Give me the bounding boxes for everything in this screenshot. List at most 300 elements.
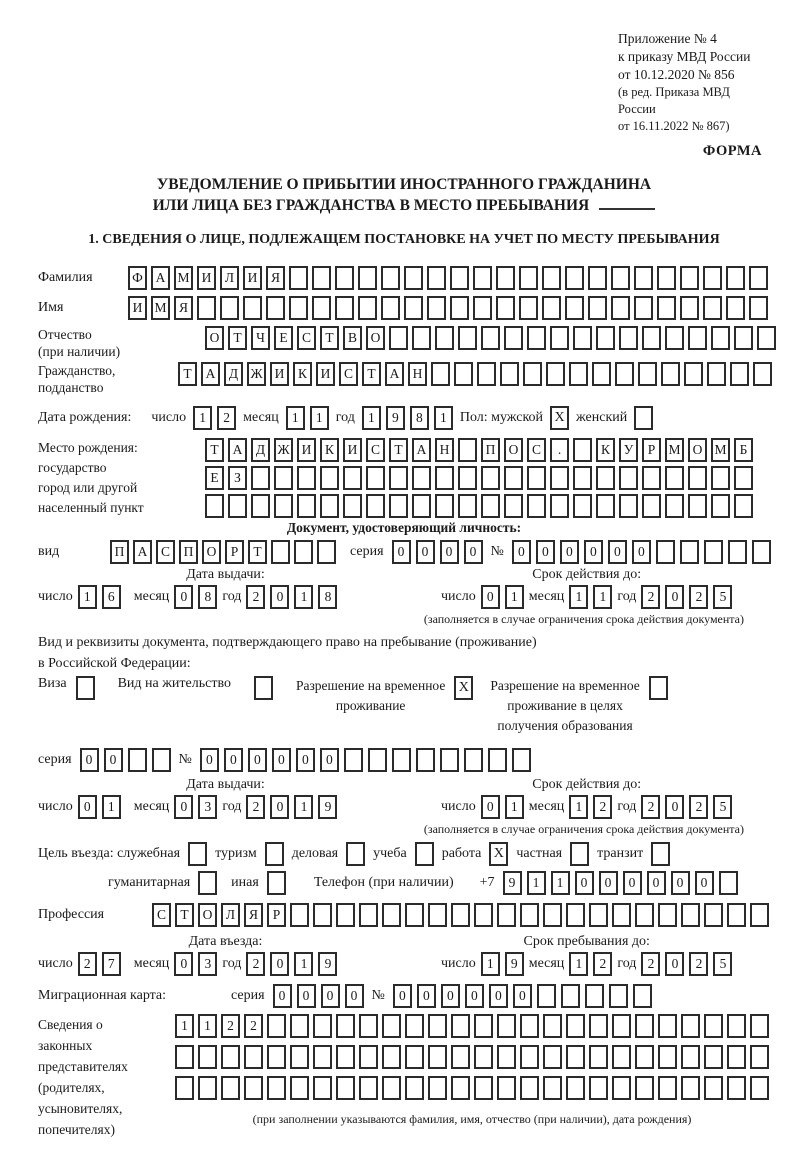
char-cell[interactable] [588,296,607,320]
char-cell[interactable] [711,326,730,350]
char-cell[interactable]: Т [228,326,247,350]
char-cell[interactable] [243,296,262,320]
char-cell[interactable]: 0 [632,540,651,564]
char-cell[interactable] [289,296,308,320]
char-cell[interactable]: Д [251,438,270,462]
char-cell[interactable]: 1 [78,585,97,609]
char-cell[interactable]: И [316,362,335,386]
char-cell[interactable]: 1 [593,585,612,609]
char-cell[interactable]: С [366,438,385,462]
char-cell[interactable] [711,494,730,518]
char-cell[interactable]: Ч [251,326,270,350]
char-cell[interactable]: 0 [321,984,340,1008]
char-cell[interactable]: 2 [689,795,708,819]
char-cell[interactable] [550,494,569,518]
char-cell[interactable] [734,466,753,490]
char-cell[interactable] [550,326,569,350]
char-cell[interactable] [477,362,496,386]
char-cell[interactable] [312,266,331,290]
char-cell[interactable] [427,266,446,290]
char-cell[interactable] [481,326,500,350]
char-cell[interactable] [221,1076,240,1100]
char-cell[interactable] [251,466,270,490]
char-cell[interactable]: П [481,438,500,462]
char-cell[interactable] [611,296,630,320]
checkbox-purpose-private[interactable] [570,842,589,866]
char-cell[interactable] [704,1045,723,1069]
char-cell[interactable]: 0 [200,748,219,772]
char-cell[interactable]: 0 [416,540,435,564]
checkbox-purpose-study[interactable] [415,842,434,866]
char-cell[interactable] [727,903,746,927]
char-cell[interactable]: О [198,903,217,927]
char-cell[interactable] [519,266,538,290]
char-cell[interactable] [635,1076,654,1100]
char-cell[interactable] [474,1076,493,1100]
char-cell[interactable]: 9 [386,406,405,430]
char-cell[interactable] [451,1014,470,1038]
char-cell[interactable] [719,871,738,895]
char-cell[interactable]: П [110,540,129,564]
char-cell[interactable] [634,266,653,290]
char-cell[interactable]: Л [221,903,240,927]
char-cell[interactable] [128,748,147,772]
char-cell[interactable] [320,466,339,490]
char-cell[interactable]: 0 [320,748,339,772]
char-cell[interactable] [344,748,363,772]
char-cell[interactable]: О [504,438,523,462]
char-cell[interactable] [497,1045,516,1069]
char-cell[interactable] [205,494,224,518]
char-cell[interactable]: 2 [244,1014,263,1038]
char-cell[interactable] [681,903,700,927]
char-cell[interactable] [619,494,638,518]
char-cell[interactable]: 1 [102,795,121,819]
char-cell[interactable] [313,1076,332,1100]
char-cell[interactable] [244,1045,263,1069]
char-cell[interactable] [312,296,331,320]
char-cell[interactable] [658,1076,677,1100]
char-cell[interactable] [458,466,477,490]
char-cell[interactable] [359,1076,378,1100]
char-cell[interactable] [635,1045,654,1069]
char-cell[interactable] [458,326,477,350]
char-cell[interactable] [638,362,657,386]
char-cell[interactable] [320,494,339,518]
char-cell[interactable] [359,903,378,927]
char-cell[interactable]: 0 [464,540,483,564]
char-cell[interactable] [267,1045,286,1069]
char-cell[interactable]: 0 [440,540,459,564]
char-cell[interactable]: 1 [551,871,570,895]
char-cell[interactable]: 1 [294,952,313,976]
char-cell[interactable] [313,1045,332,1069]
char-cell[interactable] [435,466,454,490]
char-cell[interactable] [336,1014,355,1038]
char-cell[interactable]: А [412,438,431,462]
char-cell[interactable] [520,1076,539,1100]
char-cell[interactable] [412,326,431,350]
char-cell[interactable]: 0 [665,795,684,819]
char-cell[interactable] [244,1076,263,1100]
char-cell[interactable] [289,266,308,290]
char-cell[interactable]: К [293,362,312,386]
char-cell[interactable]: Л [220,266,239,290]
char-cell[interactable] [381,266,400,290]
char-cell[interactable] [546,362,565,386]
char-cell[interactable] [228,494,247,518]
char-cell[interactable] [496,296,515,320]
char-cell[interactable] [615,362,634,386]
char-cell[interactable] [392,748,411,772]
char-cell[interactable] [726,296,745,320]
char-cell[interactable]: М [665,438,684,462]
char-cell[interactable] [609,984,628,1008]
char-cell[interactable] [657,266,676,290]
char-cell[interactable] [359,1014,378,1038]
char-cell[interactable] [707,362,726,386]
char-cell[interactable] [427,296,446,320]
char-cell[interactable] [619,326,638,350]
checkbox-purpose-tourism[interactable] [265,842,284,866]
char-cell[interactable] [405,903,424,927]
char-cell[interactable]: 9 [318,795,337,819]
char-cell[interactable] [368,748,387,772]
char-cell[interactable]: О [202,540,221,564]
checkbox-purpose-other[interactable] [267,871,286,895]
char-cell[interactable] [569,362,588,386]
char-cell[interactable] [197,296,216,320]
char-cell[interactable]: Т [205,438,224,462]
char-cell[interactable]: 0 [248,748,267,772]
char-cell[interactable]: 0 [296,748,315,772]
char-cell[interactable] [382,1014,401,1038]
char-cell[interactable]: 0 [174,795,193,819]
char-cell[interactable]: 0 [665,585,684,609]
char-cell[interactable] [688,466,707,490]
char-cell[interactable] [750,1045,769,1069]
char-cell[interactable] [734,494,753,518]
char-cell[interactable] [497,903,516,927]
char-cell[interactable] [527,494,546,518]
char-cell[interactable] [750,1076,769,1100]
char-cell[interactable] [753,362,772,386]
char-cell[interactable]: 1 [527,871,546,895]
char-cell[interactable] [543,1014,562,1038]
char-cell[interactable] [642,466,661,490]
char-cell[interactable] [504,466,523,490]
char-cell[interactable] [317,540,336,564]
char-cell[interactable] [382,1076,401,1100]
char-cell[interactable] [404,296,423,320]
char-cell[interactable] [681,1045,700,1069]
char-cell[interactable] [750,1014,769,1038]
char-cell[interactable] [313,1014,332,1038]
char-cell[interactable] [290,1076,309,1100]
char-cell[interactable]: Я [266,266,285,290]
char-cell[interactable]: Т [362,362,381,386]
char-cell[interactable] [389,494,408,518]
char-cell[interactable]: 1 [198,1014,217,1038]
char-cell[interactable] [596,326,615,350]
char-cell[interactable]: 1 [434,406,453,430]
char-cell[interactable]: Н [408,362,427,386]
char-cell[interactable] [656,540,675,564]
checkbox-purpose-work[interactable]: X [489,842,508,866]
char-cell[interactable] [175,1076,194,1100]
char-cell[interactable] [728,540,747,564]
char-cell[interactable]: 0 [273,984,292,1008]
char-cell[interactable]: Т [389,438,408,462]
char-cell[interactable] [612,1014,631,1038]
char-cell[interactable]: 3 [198,795,217,819]
char-cell[interactable] [382,903,401,927]
char-cell[interactable]: 0 [465,984,484,1008]
checkbox-residence-permit[interactable] [254,676,273,700]
char-cell[interactable]: М [174,266,193,290]
char-cell[interactable]: К [320,438,339,462]
char-cell[interactable] [727,1045,746,1069]
char-cell[interactable]: С [527,438,546,462]
char-cell[interactable] [612,903,631,927]
char-cell[interactable]: 2 [641,952,660,976]
char-cell[interactable]: М [711,438,730,462]
char-cell[interactable]: П [179,540,198,564]
char-cell[interactable] [543,1045,562,1069]
char-cell[interactable]: 9 [503,871,522,895]
char-cell[interactable]: И [128,296,147,320]
char-cell[interactable] [450,296,469,320]
char-cell[interactable]: 0 [270,585,289,609]
char-cell[interactable] [752,540,771,564]
char-cell[interactable] [561,984,580,1008]
char-cell[interactable]: 2 [689,585,708,609]
char-cell[interactable] [658,1045,677,1069]
char-cell[interactable]: 0 [671,871,690,895]
char-cell[interactable]: 0 [536,540,555,564]
char-cell[interactable]: 6 [102,585,121,609]
char-cell[interactable]: В [343,326,362,350]
char-cell[interactable]: 2 [246,952,265,976]
char-cell[interactable]: Т [320,326,339,350]
char-cell[interactable] [267,1076,286,1100]
char-cell[interactable] [454,362,473,386]
char-cell[interactable] [451,1045,470,1069]
char-cell[interactable]: Т [248,540,267,564]
char-cell[interactable] [435,494,454,518]
char-cell[interactable]: 0 [695,871,714,895]
char-cell[interactable]: 1 [294,585,313,609]
char-cell[interactable] [537,984,556,1008]
char-cell[interactable] [428,903,447,927]
char-cell[interactable] [523,362,542,386]
char-cell[interactable] [642,326,661,350]
char-cell[interactable] [589,1076,608,1100]
char-cell[interactable] [152,748,171,772]
char-cell[interactable]: Ф [128,266,147,290]
char-cell[interactable]: С [152,903,171,927]
checkbox-temp-residence-education[interactable] [649,676,668,700]
char-cell[interactable]: 0 [608,540,627,564]
char-cell[interactable] [458,494,477,518]
char-cell[interactable] [665,326,684,350]
char-cell[interactable]: 9 [318,952,337,976]
char-cell[interactable] [405,1014,424,1038]
char-cell[interactable]: 1 [310,406,329,430]
char-cell[interactable] [313,903,332,927]
char-cell[interactable] [688,494,707,518]
char-cell[interactable] [251,494,270,518]
char-cell[interactable] [542,296,561,320]
char-cell[interactable] [588,266,607,290]
char-cell[interactable]: Р [267,903,286,927]
char-cell[interactable]: 0 [512,540,531,564]
char-cell[interactable] [405,1045,424,1069]
char-cell[interactable] [504,326,523,350]
char-cell[interactable]: 2 [593,795,612,819]
char-cell[interactable]: О [366,326,385,350]
char-cell[interactable] [266,296,285,320]
char-cell[interactable]: 0 [345,984,364,1008]
char-cell[interactable]: Е [274,326,293,350]
char-cell[interactable] [290,1014,309,1038]
char-cell[interactable] [221,1045,240,1069]
char-cell[interactable] [290,903,309,927]
char-cell[interactable]: 0 [560,540,579,564]
char-cell[interactable] [520,1045,539,1069]
char-cell[interactable] [267,1014,286,1038]
char-cell[interactable]: И [270,362,289,386]
char-cell[interactable] [665,466,684,490]
char-cell[interactable] [749,296,768,320]
char-cell[interactable] [497,1076,516,1100]
char-cell[interactable] [435,326,454,350]
char-cell[interactable] [343,494,362,518]
char-cell[interactable] [458,438,477,462]
char-cell[interactable] [520,1014,539,1038]
char-cell[interactable] [175,1045,194,1069]
char-cell[interactable] [680,540,699,564]
checkbox-purpose-business[interactable] [346,842,365,866]
char-cell[interactable]: Б [734,438,753,462]
char-cell[interactable] [274,494,293,518]
char-cell[interactable]: 9 [505,952,524,976]
char-cell[interactable] [474,1014,493,1038]
char-cell[interactable]: Т [178,362,197,386]
char-cell[interactable] [198,1045,217,1069]
char-cell[interactable] [665,494,684,518]
char-cell[interactable] [573,438,592,462]
char-cell[interactable]: 2 [641,795,660,819]
char-cell[interactable]: 0 [623,871,642,895]
char-cell[interactable]: Д [224,362,243,386]
char-cell[interactable] [404,266,423,290]
char-cell[interactable] [680,266,699,290]
char-cell[interactable]: 2 [593,952,612,976]
char-cell[interactable]: 1 [569,952,588,976]
char-cell[interactable]: О [688,438,707,462]
char-cell[interactable]: 0 [481,795,500,819]
char-cell[interactable]: К [596,438,615,462]
char-cell[interactable] [464,748,483,772]
char-cell[interactable] [271,540,290,564]
char-cell[interactable]: 2 [689,952,708,976]
char-cell[interactable] [661,362,680,386]
char-cell[interactable]: 0 [104,748,123,772]
char-cell[interactable] [596,494,615,518]
char-cell[interactable] [220,296,239,320]
char-cell[interactable]: 8 [198,585,217,609]
char-cell[interactable] [573,494,592,518]
char-cell[interactable] [704,1076,723,1100]
char-cell[interactable] [336,1076,355,1100]
char-cell[interactable] [704,540,723,564]
char-cell[interactable] [431,362,450,386]
char-cell[interactable]: 0 [270,795,289,819]
char-cell[interactable] [358,296,377,320]
char-cell[interactable]: А [228,438,247,462]
char-cell[interactable]: С [297,326,316,350]
char-cell[interactable] [336,903,355,927]
char-cell[interactable] [440,748,459,772]
char-cell[interactable] [366,466,385,490]
char-cell[interactable]: З [228,466,247,490]
checkbox-purpose-humanitarian[interactable] [198,871,217,895]
char-cell[interactable]: 0 [417,984,436,1008]
char-cell[interactable]: 1 [175,1014,194,1038]
char-cell[interactable]: 0 [647,871,666,895]
char-cell[interactable] [633,984,652,1008]
char-cell[interactable]: 2 [246,795,265,819]
char-cell[interactable] [198,1076,217,1100]
char-cell[interactable]: 0 [575,871,594,895]
char-cell[interactable] [642,494,661,518]
char-cell[interactable] [542,266,561,290]
char-cell[interactable] [611,266,630,290]
char-cell[interactable]: 0 [78,795,97,819]
checkbox-purpose-official[interactable] [188,842,207,866]
char-cell[interactable]: 5 [713,952,732,976]
char-cell[interactable] [619,466,638,490]
char-cell[interactable] [381,296,400,320]
char-cell[interactable] [481,494,500,518]
char-cell[interactable] [359,1045,378,1069]
char-cell[interactable] [566,1076,585,1100]
char-cell[interactable] [688,326,707,350]
char-cell[interactable] [389,326,408,350]
char-cell[interactable] [450,266,469,290]
char-cell[interactable] [704,903,723,927]
char-cell[interactable] [358,266,377,290]
char-cell[interactable]: Я [174,296,193,320]
char-cell[interactable] [451,903,470,927]
char-cell[interactable]: 1 [193,406,212,430]
char-cell[interactable] [589,1014,608,1038]
char-cell[interactable] [592,362,611,386]
char-cell[interactable] [274,466,293,490]
char-cell[interactable]: 1 [362,406,381,430]
char-cell[interactable] [684,362,703,386]
char-cell[interactable]: А [151,266,170,290]
char-cell[interactable] [428,1014,447,1038]
char-cell[interactable] [727,1076,746,1100]
char-cell[interactable]: 1 [481,952,500,976]
char-cell[interactable]: 0 [270,952,289,976]
char-cell[interactable]: 1 [286,406,305,430]
char-cell[interactable] [520,903,539,927]
char-cell[interactable] [519,296,538,320]
char-cell[interactable]: Н [435,438,454,462]
